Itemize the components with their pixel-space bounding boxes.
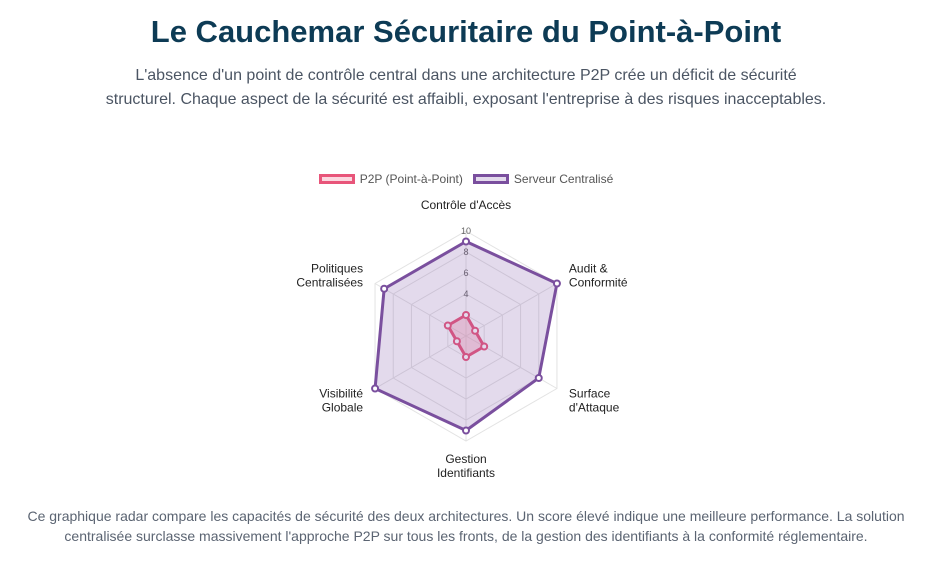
series-1-point-4 [372, 386, 378, 392]
axis-label-4-line-0: Visibilité [319, 386, 364, 401]
axis-label-5-line-0: Politiques [311, 261, 364, 276]
axis-label-1 [569, 262, 628, 290]
series-area-1 [375, 242, 557, 431]
page-subtitle: L'absence d'un point de contrôle central dans une architecture P2P crée un déficit de sécurité structurel. Chaque aspect de la sécurité est affaibli, exposant l'entreprise à des risques inacceptables. [105, 67, 827, 108]
series-1-point-2 [536, 375, 542, 381]
legend-label-p2p: P2P (Point-à-Point) [359, 172, 463, 186]
axis-label-0-line-0: Contrôle d'Accès [420, 198, 512, 212]
axis-label-2-line-0: Surface [568, 386, 611, 401]
series-1-point-0 [463, 239, 469, 245]
axis-label-3-line-1: Identifiants [436, 466, 496, 480]
axis-label-3 [437, 452, 495, 480]
axis-label-1-line-1: Conformité [568, 275, 628, 290]
axis-label-2-line-1: d'Attaque [568, 400, 620, 415]
chart-caption: Ce graphique radar compare les capacités de sécurité des deux architectures. Un score élevé indique une meilleure performance. La solution centralisée surclasse massivement l'approche P2P sur tous les fronts, de la gestion des identifiants à la conformité réglementaire. [27, 508, 905, 544]
axis-label-5 [296, 262, 363, 290]
axis-label-4-line-1: Globale [321, 400, 364, 415]
axis-label-3-line-0: Gestion [445, 452, 487, 466]
series-1-point-3 [463, 428, 469, 434]
axis-label-1-line-0: Audit & [568, 261, 608, 276]
series-1-point-5 [381, 286, 387, 292]
series-1-point-1 [554, 281, 560, 287]
axis-label-4 [319, 387, 363, 415]
tick-label-10: 10 [460, 226, 472, 236]
axis-label-0 [421, 198, 511, 212]
page-title: Le Cauchemar Sécuritaire du Point-à-Point [150, 14, 782, 49]
legend-label-centralized: Serveur Centralisé [513, 172, 614, 186]
axis-label-5-line-1: Centralisées [296, 275, 364, 290]
axis-label-2 [569, 387, 620, 415]
